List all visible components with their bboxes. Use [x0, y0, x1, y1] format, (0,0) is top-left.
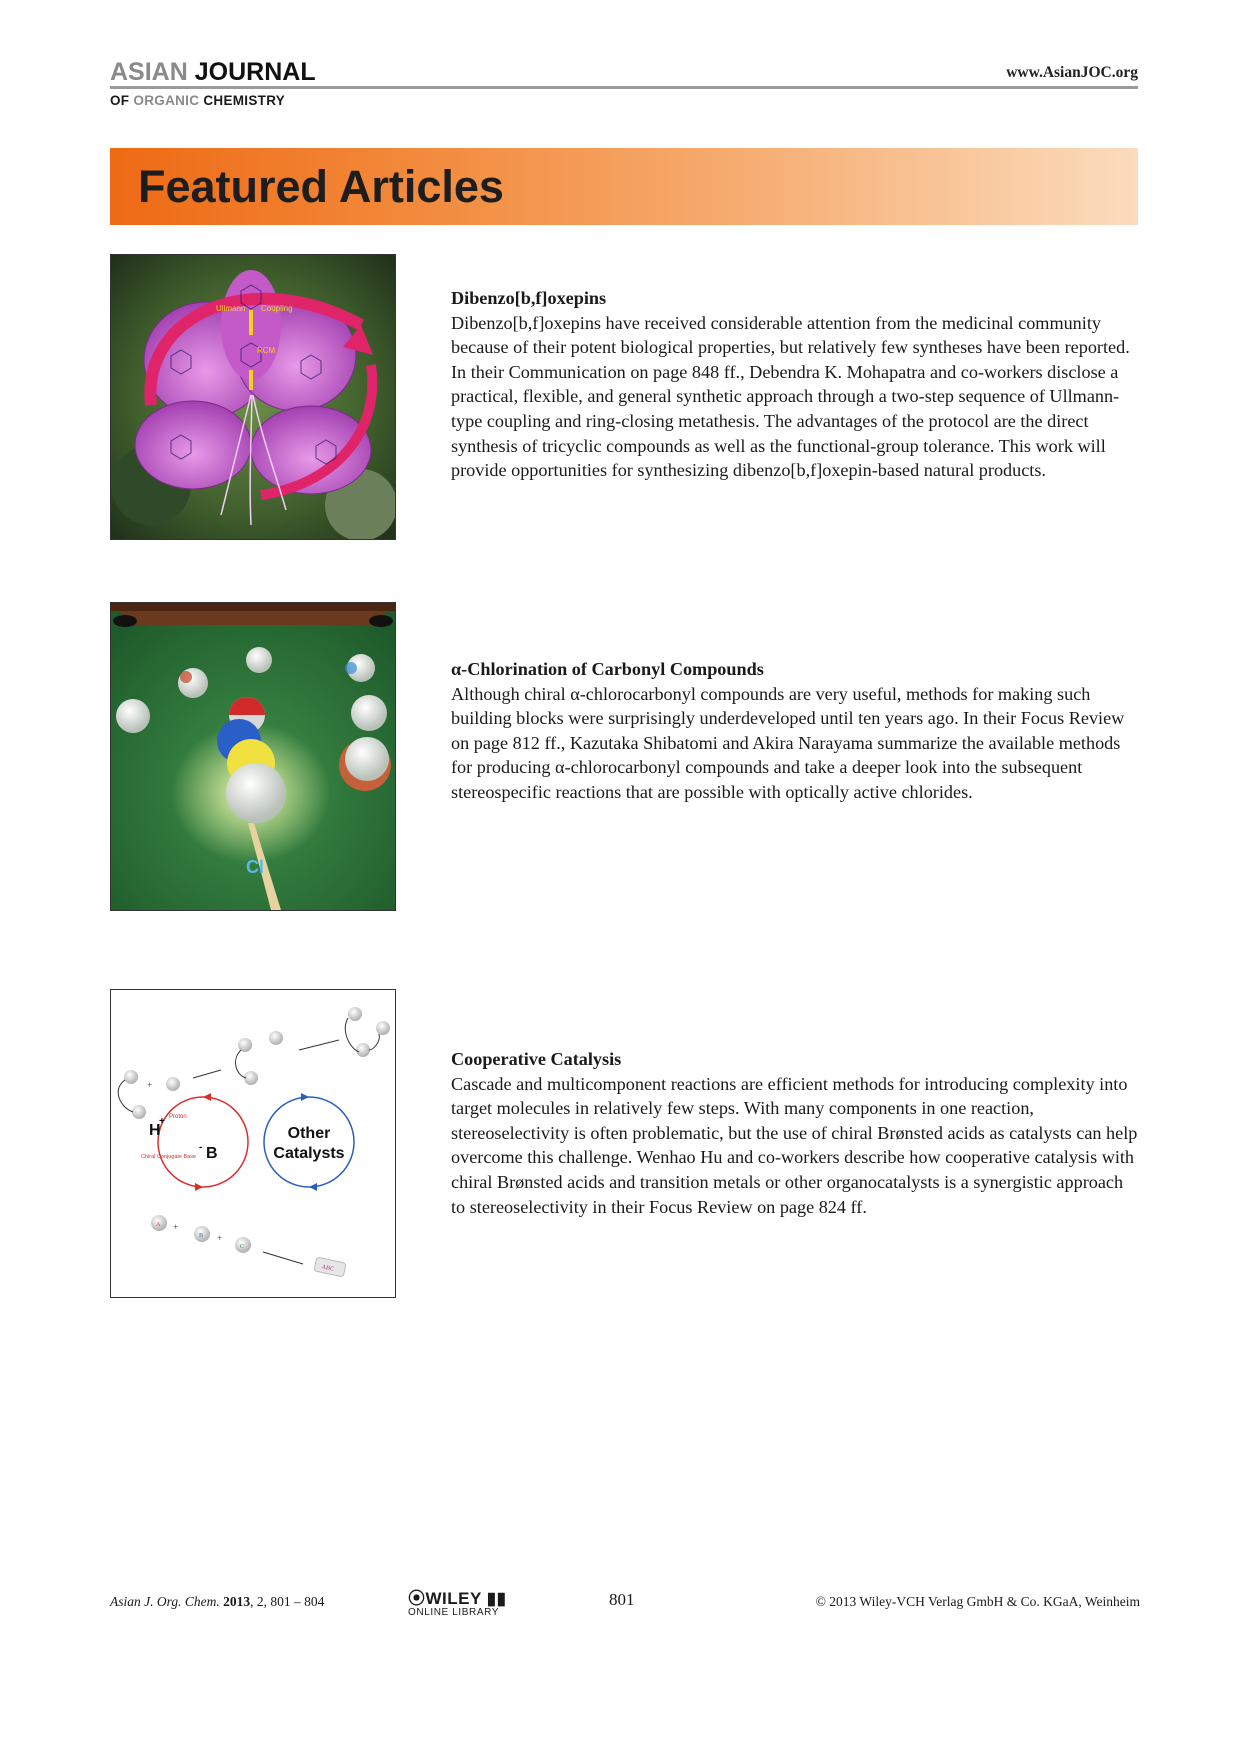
svg-text:+: + — [147, 1080, 153, 1090]
svg-text:+: + — [159, 1116, 165, 1127]
article-title: Cooperative Catalysis — [451, 1049, 622, 1069]
journal-abbrev: Asian J. Org. Chem. — [110, 1594, 220, 1609]
journal-logo — [110, 58, 316, 109]
article-title: Dibenzo[b,f]oxepins — [451, 288, 607, 308]
logo-organic: ORGANIC — [133, 93, 200, 108]
logo-title — [110, 58, 316, 86]
article-body: Although chiral α-chlorocarbonyl compounds are very useful, methods for making such building blocks were surprisingly underdeveloped until ten years ago. In their Focus Review on page 812 ff., Kazutaka Shibatomi and Akira Narayama summarize the available methods for producing α-chlorocarbonyl compounds and take a deeper look into the subsequent stereospecific reactions that are possible with optically active chlorides. — [451, 683, 1125, 802]
article-title: α-Chlorination of Carbonyl Compounds — [451, 659, 764, 679]
article-body: Dibenzo[b,f]oxepins have received considerable attention from the medicinal community because of their potent biological properties, but relatively few syntheses have been reported. In their Communication on page 848 ff., Debendra K. Mohapatra and co-workers disclose a practical, flexible, and general synthetic approach through a two-step sequence of Ullmann-type coupling and ring-closing metathesis. The advantages of the protocol are the direct synthesis of tricyclic compounds as well as the functional-group tolerance. This work will provide opportunities for synthesizing dibenzo[b,f]oxepin-based natural products. — [451, 312, 1130, 481]
article-body: Cascade and multicomponent reactions are efficient methods for introducing complexity into target molecules in relatively few steps. With many components in one reaction, stereoselectivity is often problematic, but the use of chiral Brønsted acids as catalysts can help overcome this challenge. Wenhao Hu and co-workers describe how cooperative catalysis with chiral Brønsted acids and transition metals or other organocatalysts is a synergistic approach to stereoselectivity in their Focus Review on page 824 ff. — [451, 1073, 1138, 1217]
label-rcm: RCM — [257, 346, 276, 355]
label-other: Other — [287, 1125, 331, 1142]
page-number: 801 — [609, 1590, 635, 1609]
article-image-catalysis[interactable] — [110, 989, 396, 1298]
online-library-text: ONLINE LIBRARY — [408, 1607, 500, 1618]
label-catalysts: Catalysts — [273, 1145, 345, 1162]
label-h: H — [149, 1122, 161, 1139]
article-text — [451, 1047, 1141, 1219]
label-proton: Proton — [169, 1114, 187, 1120]
label-cl: Cl — [246, 857, 264, 877]
label-abc: ABC — [321, 1264, 335, 1273]
wiley-online-library-logo[interactable] — [408, 1584, 506, 1618]
page-footer — [110, 1590, 1140, 1620]
banner-title: Featured Articles — [138, 161, 504, 212]
logo-chemistry: CHEMISTRY — [203, 93, 286, 108]
svg-text:+: + — [173, 1222, 179, 1232]
label-c: C — [240, 1244, 245, 1250]
logo-subtitle — [110, 93, 316, 109]
label-ullmann: Ullmann — [216, 304, 246, 313]
label-coupling: Coupling — [261, 304, 293, 313]
wiley-icon: ⦿ — [408, 1589, 426, 1608]
svg-text:+: + — [217, 1233, 223, 1243]
article-text — [451, 286, 1141, 483]
svg-text:-: - — [199, 1142, 203, 1153]
citation-year: 2013 — [223, 1594, 251, 1609]
wiley-wordmark: WILEY — [425, 1589, 482, 1608]
label-b-ball: B — [199, 1233, 204, 1239]
logo-asian: ASIAN — [110, 58, 188, 86]
journal-url[interactable]: www.AsianJOC.org — [1006, 64, 1138, 81]
label-b: B — [206, 1145, 218, 1162]
label-chiral-base: Chiral Conjugate Base — [141, 1154, 197, 1160]
citation-volume-pages: , 2, 801 – 804 — [250, 1594, 325, 1609]
logo-of: OF — [110, 93, 130, 108]
header-rule — [110, 86, 1138, 89]
citation — [110, 1594, 324, 1610]
article-text — [451, 657, 1141, 805]
copyright: © 2013 Wiley-VCH Verlag GmbH & Co. KGaA, Weinheim — [815, 1594, 1140, 1609]
featured-banner — [110, 148, 1138, 225]
logo-journal: JOURNAL — [194, 58, 316, 86]
article-image-billiards[interactable] — [110, 602, 396, 911]
label-a: A — [156, 1222, 161, 1228]
book-icon: ▮▮ — [486, 1589, 507, 1608]
article-image-flower[interactable] — [110, 254, 396, 540]
